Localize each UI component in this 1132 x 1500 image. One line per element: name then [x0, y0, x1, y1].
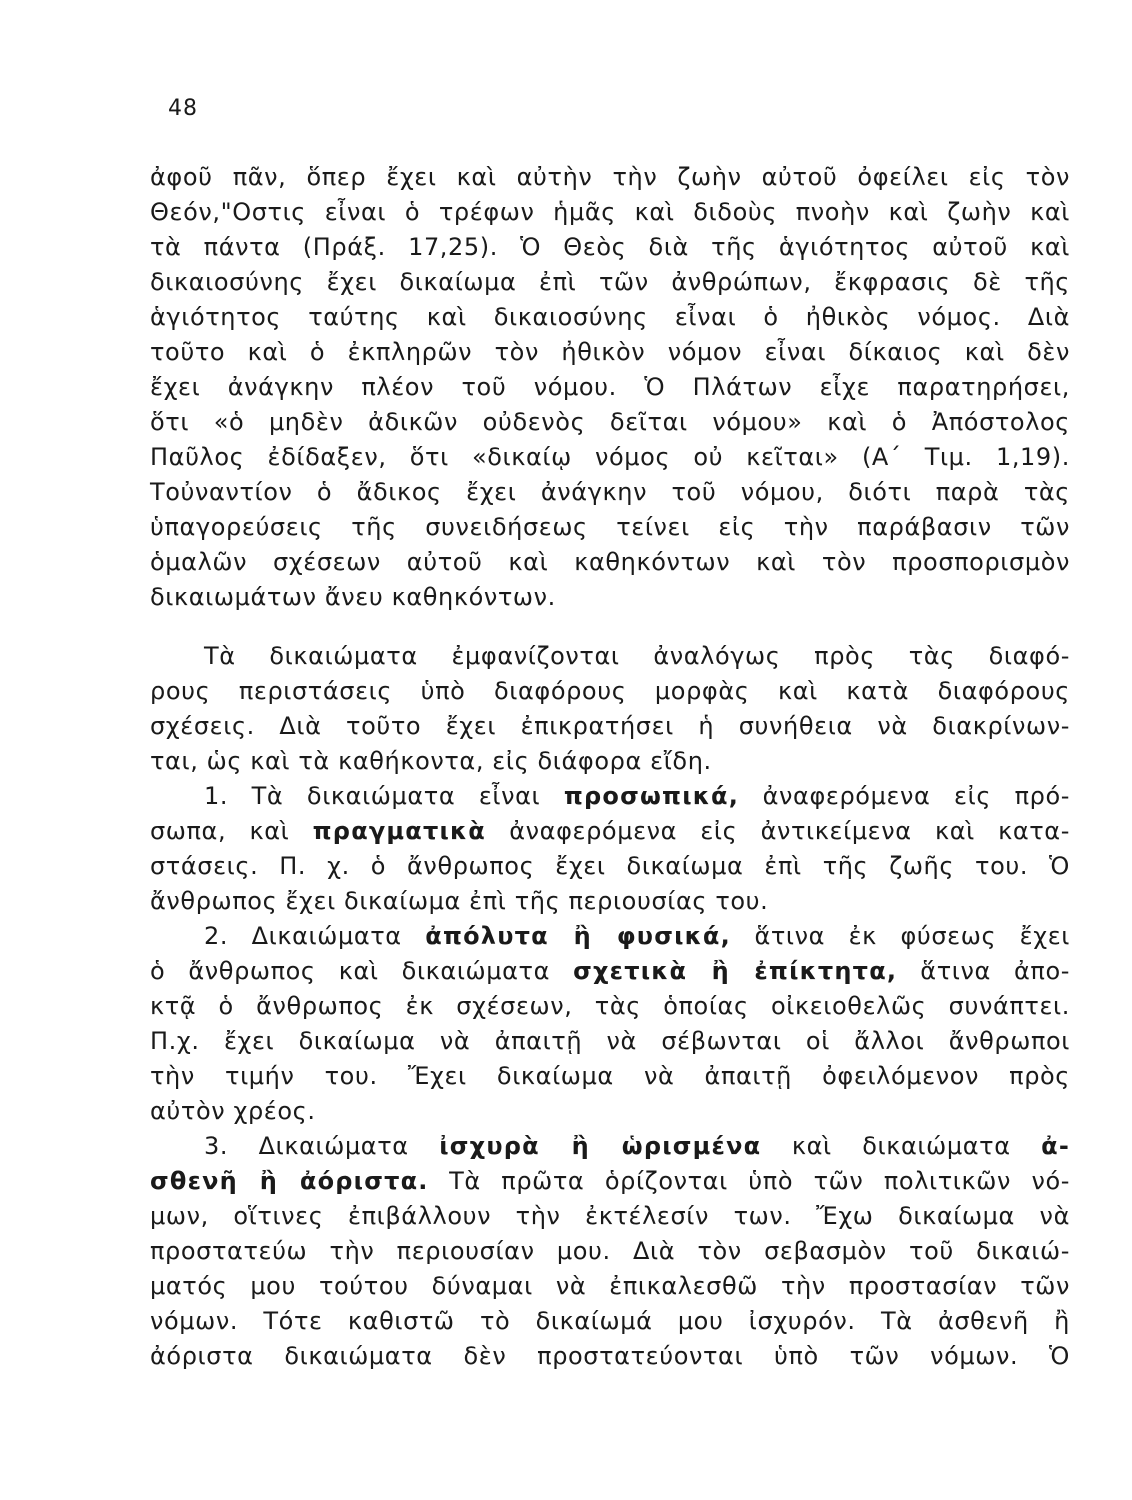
page-number: 48	[168, 96, 198, 121]
text-line: ται, ὡς καὶ τὰ καθήκοντα, εἰς διάφορα εἴδη.	[150, 747, 712, 775]
text-line	[150, 1164, 1070, 1199]
text-line: ἀόριστα δικαιώματα δὲν προστατεύονται ὑπὸ τῶν νόμων. Ὁ	[150, 1342, 1070, 1370]
text-run: ὁ ἄνθρωπος καὶ δικαιώματα	[150, 957, 574, 985]
text-line: τὰ πάντα (Πράξ. 17,25). Ὁ Θεὸς διὰ τῆς ἁγιότητος αὐτοῦ καὶ	[150, 233, 1070, 261]
paragraph-types-of-rights	[150, 639, 1070, 1374]
text-line: Τοὐναντίον ὁ ἄδικος ἔχει ἀνάγκην τοῦ νόμου, διότι παρὰ τὰς	[150, 478, 1070, 506]
emphasis-term: σθενῆ ἢ ἀόριστα.	[150, 1167, 429, 1195]
emphasis-term: ἰσχυρὰ ἢ ὡρισμένα	[439, 1132, 762, 1160]
text-line: Π.χ. ἔχει δικαίωμα νὰ ἀπαιτῇ νὰ σέβωνται οἱ ἄλλοι ἄνθρωποι	[150, 1027, 1070, 1055]
emphasis-term: σχετικὰ ἢ ἐπίκτητα,	[573, 957, 898, 985]
emphasis-term: προσωπικά,	[563, 782, 740, 810]
list-item-personal-rights	[150, 779, 1070, 814]
text-line: Παῦλος ἐδίδαξεν, ὅτι «δικαίῳ νόμος οὐ κεῖται» (Α΄ Τιμ. 1,19).	[150, 443, 1070, 471]
text-line: Τὰ δικαιώματα ἐμφανίζονται ἀναλόγως πρὸς τὰς διαφό-	[204, 642, 1070, 670]
text-line: τὴν τιμήν του. Ἔχει δικαίωμα νὰ ἀπαιτῇ ὀφειλόμενον πρὸς	[150, 1062, 1070, 1090]
paragraph-moral-law	[150, 160, 1070, 615]
text-line: προστατεύω τὴν περιουσίαν μου. Διὰ τὸν σεβασμὸν τοῦ δικαιώ-	[150, 1237, 1070, 1265]
text-run: 3. Δικαιώματα	[204, 1132, 440, 1160]
text-run: ἀναφερόμενα εἰς ἀντικείμενα καὶ κατα-	[485, 817, 1070, 845]
text-run: ἅτινα ἐκ φύσεως ἔχει	[730, 922, 1070, 950]
list-item-absolute-rights	[150, 919, 1070, 954]
text-run: ἅτινα ἀπο-	[897, 957, 1070, 985]
emphasis-term: πραγματικὰ	[312, 817, 486, 845]
list-item-strong-rights	[150, 1129, 1070, 1164]
text-line: ὑπαγορεύσεις τῆς συνειδήσεως τείνει εἰς τὴν παράβασιν τῶν	[150, 513, 1070, 541]
emphasis-term: ἀπόλυτα ἢ φυσικά,	[425, 922, 731, 950]
text-line: σχέσεις. Διὰ τοῦτο ἔχει ἐπικρατήσει ἡ συνήθεια νὰ διακρίνων-	[150, 712, 1070, 740]
text-line	[150, 814, 1070, 849]
text-line: ἔχει ἀνάγκην πλέον τοῦ νόμου. Ὁ Πλάτων εἶχε παρατηρήσει,	[150, 373, 1070, 401]
text-line: ἁγιότητος ταύτης καὶ δικαιοσύνης εἶναι ὁ ἠθικὸς νόμος. Διὰ	[150, 303, 1070, 331]
text-line: νόμων. Τότε καθιστῶ τὸ δικαίωμά μου ἰσχυρόν. Τὰ ἀσθενῆ ἢ	[150, 1307, 1070, 1335]
text-run: 1. Τὰ δικαιώματα εἶναι	[204, 782, 564, 810]
text-run: 2. Δικαιώματα	[204, 922, 426, 950]
text-run: καὶ δικαιώματα	[761, 1132, 1042, 1160]
text-line: στάσεις. Π. χ. ὁ ἄνθρωπος ἔχει δικαίωμα ἐπὶ τῆς ζωῆς του. Ὁ	[150, 852, 1070, 880]
text-line	[150, 954, 1070, 989]
text-line: αὐτὸν χρέος.	[150, 1097, 316, 1125]
text-line: ὅτι «ὁ μηδὲν ἀδικῶν οὐδενὸς δεῖται νόμου» καὶ ὁ Ἀπόστολος	[150, 408, 1070, 436]
text-run: ἀναφερόμενα εἰς πρό-	[739, 782, 1070, 810]
text-line: ρους περιστάσεις ὑπὸ διαφόρους μορφὰς καὶ κατὰ διαφόρους	[150, 677, 1070, 705]
text-line: τοῦτο καὶ ὁ ἐκπληρῶν τὸν ἠθικὸν νόμον εἶναι δίκαιος καὶ δὲν	[150, 338, 1070, 366]
text-run: Τὰ πρῶτα ὁρίζονται ὑπὸ τῶν πολιτικῶν νό-	[428, 1167, 1070, 1195]
text-line: Θεόν,"Οστις εἶναι ὁ τρέφων ἡμᾶς καὶ διδοὺς πνοὴν καὶ ζωὴν καὶ	[150, 198, 1070, 226]
emphasis-term: ἀ-	[1041, 1132, 1070, 1160]
text-line: ἀφοῦ πᾶν, ὅπερ ἔχει καὶ αὐτὴν τὴν ζωὴν αὐτοῦ ὀφείλει εἰς τὸν	[150, 163, 1070, 191]
text-line: ὁμαλῶν σχέσεων αὐτοῦ καὶ καθηκόντων καὶ τὸν προσπορισμὸν	[150, 548, 1070, 576]
text-line: ματός μου τούτου δύναμαι νὰ ἐπικαλεσθῶ τὴν προστασίαν τῶν	[150, 1272, 1070, 1300]
text-line: ἄνθρωπος ἔχει δικαίωμα ἐπὶ τῆς περιουσίας του.	[150, 887, 769, 915]
text-line: μων, οἵτινες ἐπιβάλλουν τὴν ἐκτέλεσίν των. Ἔχω δικαίωμα νὰ	[150, 1202, 1070, 1230]
text-run: σωπα, καὶ	[150, 817, 313, 845]
text-line: δικαιωμάτων ἄνευ καθηκόντων.	[150, 583, 556, 611]
text-line: δικαιοσύνης ἔχει δικαίωμα ἐπὶ τῶν ἀνθρώπων, ἔκφρασις δὲ τῆς	[150, 268, 1070, 296]
text-line: κτᾷ ὁ ἄνθρωπος ἐκ σχέσεων, τὰς ὁποίας οἰκειοθελῶς συνάπτει.	[150, 992, 1070, 1020]
